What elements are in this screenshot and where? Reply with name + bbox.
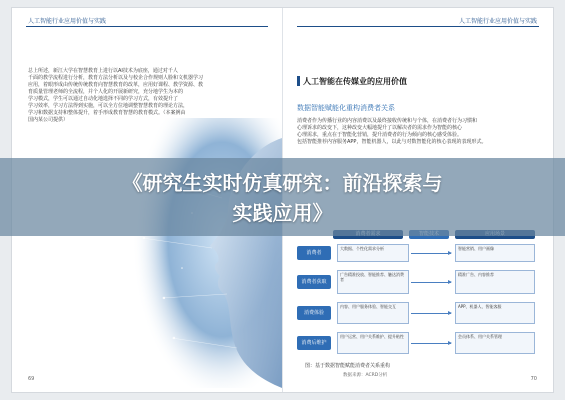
left-paragraph-line: 应用，着眼形成由传统传统教育向智慧教育的改革，应用好课程、教学资源、教: [28, 82, 204, 88]
left-page-paragraph: [28, 68, 204, 124]
diagram-arrow: [411, 253, 451, 254]
diagram-source: 数据来源：ACRD分析: [343, 373, 388, 378]
right-header-rule: [297, 26, 539, 27]
left-header-rule: [26, 26, 268, 27]
left-page-header: 人工智能行业应用价值与实践: [28, 18, 107, 25]
left-paragraph-line: 学习模式，学生可以通过自动化地选择不同的学习方式，有效提升了: [28, 96, 179, 102]
diagram-arrow: [411, 282, 451, 283]
diagram-arrow: [411, 343, 451, 344]
banner-title-line-2: 实践应用》: [232, 201, 333, 225]
section-title-marker: [297, 76, 300, 86]
left-paragraph-line: 总上所述，新江大学在智慧教育上进行以AI技术为底座，通过对千人: [28, 68, 178, 74]
diagram-row-right-box: APP、机器人、智能客服: [455, 302, 535, 324]
diagram-row-left-box: 内容、用户服务体验、智能交互: [337, 302, 409, 324]
left-paragraph-line: 千面的教学流程进行分析，教育方法分析以及与校企合作规则人脸和文机器学习: [28, 75, 204, 81]
diagram-arrow: [411, 313, 451, 314]
diagram-caption: 图：基于数据智能赋能消费者关系重构: [305, 363, 391, 369]
diagram-row-left-box: 大数据、个性化需求分析: [337, 244, 409, 262]
flow-diagram: [297, 230, 539, 358]
right-page-paragraph: [297, 118, 527, 146]
diagram-row-label: 消费后维护: [297, 336, 331, 350]
diagram-row-left-box: 用户运营、用户关系维护、提升粘性: [337, 332, 409, 354]
diagram-row-right-box: 精准广告、内容推荐: [455, 270, 535, 294]
diagram-row-right-box: 智能营销、用户画像: [455, 244, 535, 262]
right-page-header: 人工智能行业应用价值与实践: [458, 18, 537, 25]
right-paragraph-line: 心理需求，重点在于智能化营销，提升消费者的行为倾向的核心感受体验。: [297, 132, 463, 138]
diagram-row-left-box: 广告精准投放、智能推荐、触达消费者: [337, 270, 409, 294]
left-paragraph-line: 国内某公司提供）: [28, 117, 69, 123]
left-paragraph-line: 育质量管理老师的全流程，并个人化的开展新研究，充分地学生为本的: [28, 89, 184, 95]
left-paragraph-line: 学习效率，学习方法得到实施，可以全方位地调整智慧教育的理论方法，: [28, 103, 189, 109]
right-page-number: 70: [530, 376, 537, 382]
right-paragraph-line: 消费者作为传播行业的内容消费以及最终接收传统和与个体，在消费者行为习惯和: [297, 118, 478, 124]
diagram-row-label: 消费体验: [297, 306, 331, 320]
sub-title: 数据智能赋能化重构消费者关系: [297, 104, 395, 112]
diagram-row-label: 消费者获取: [297, 275, 331, 289]
diagram-row-right-box: 会员体系、用户关系管理: [455, 332, 535, 354]
left-paragraph-line: 学习和数据支持和整体提升，着手形成教育智慧的教育模式。（本案例由: [28, 110, 186, 116]
left-page-number: 69: [28, 376, 35, 382]
section-title: 人工智能在传媒业的应用价值: [303, 77, 407, 86]
right-paragraph-line: 心理诉求的改变下，这种改变大幅地提升了以解决者的需求作为智能的核心: [297, 125, 463, 131]
right-paragraph-line: 包括智能推荐内容服务APP，智能机器人，以此与对数智能化的核心表现的表现形式。: [297, 139, 487, 145]
diagram-row-label: 消费者: [297, 246, 331, 260]
banner-title-line-1: 《研究生实时仿真研究：前沿探索与: [122, 171, 443, 195]
